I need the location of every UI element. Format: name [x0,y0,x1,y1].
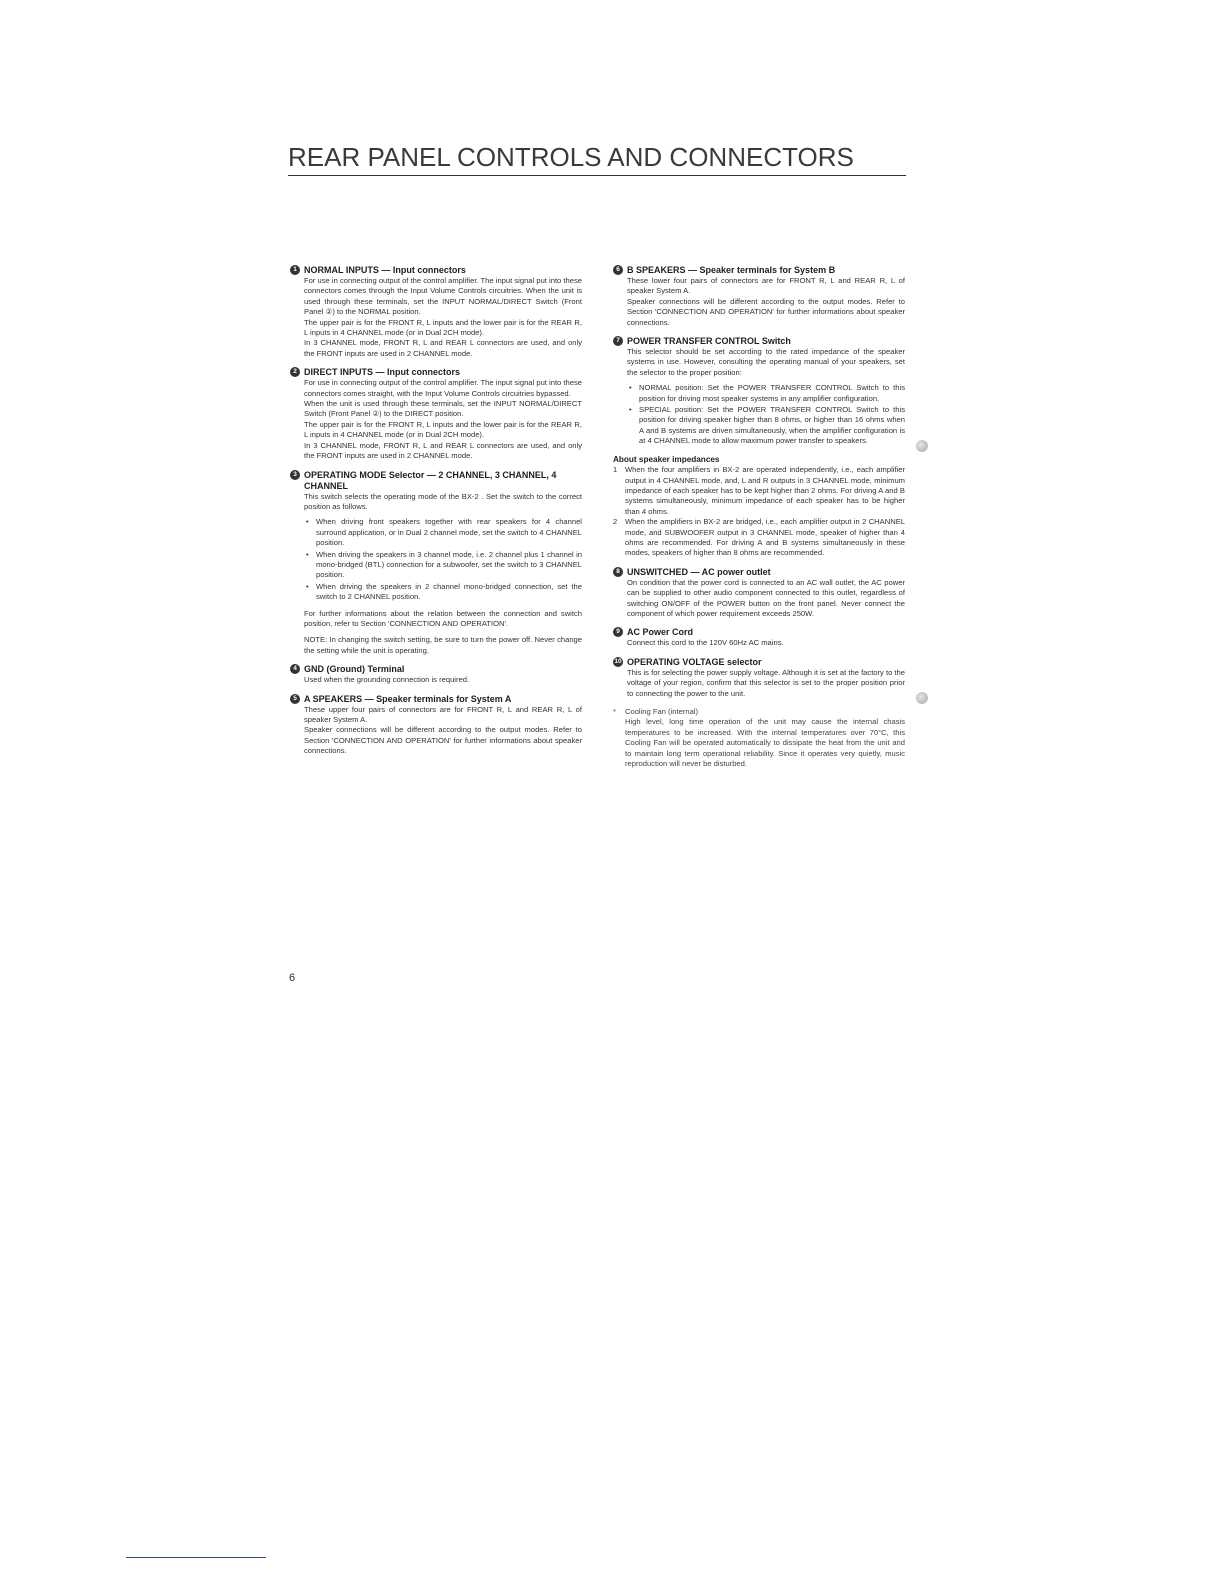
list-item [613,465,905,517]
section-heading [290,694,582,705]
page-title: REAR PANEL CONTROLS AND CONNECTORS [288,142,854,172]
paragraph: This switch selects the operating mode of the BX-2 . Set the switch to the correct position as follows. [304,491,582,511]
item-number-badge: 2 [290,367,300,377]
section-direct-inputs [290,367,582,461]
footnote-cooling-fan [613,707,905,769]
section-body [290,609,582,657]
section-heading [290,470,582,492]
section-normal-inputs [290,265,582,359]
binder-hole-mark [916,440,928,452]
section-body [290,705,582,757]
paragraph: For use in connecting output of the control amplifier. The input signal put into these connectors comes straight, with the Input Volume Controls circuitries bypassed. [304,378,582,398]
page-number: 6 [289,972,296,984]
numbered-list [613,465,905,559]
footnote-text: High level, long time operation of the unit may cause the internal chasis temperatures to be increased. With the internal temperatures over 70°C, this Cooling Fan will be operated automatically to dissipate the heat from the unit and to maintain long term operational reliability. Since it operates very quietly, music reproduction will never be disturbed. [625,717,905,769]
note-paragraph: NOTE: In changing the switch setting, be sure to turn the power off. Never change the setting while the unit is operating. [304,635,582,655]
heading-text: GND (Ground) Terminal [304,664,405,675]
heading-text: OPERATING VOLTAGE selector [627,656,762,667]
item-number-badge: 10 [614,657,622,665]
paragraph: In 3 CHANNEL mode, FRONT R, L and REAR L connectors are used, and only the FRONT inputs are used in 2 CHANNEL mode. [304,338,582,358]
section-power-transfer [613,336,905,447]
section-body [290,492,582,513]
subsection-heading: About speaker impedances [613,454,720,464]
paragraph: The upper pair is for the FRONT R, L inputs and the lower pair is for the REAR R, L inputs in 4 CHANNEL mode (or in Dual 2CH mode). [304,317,582,338]
section-body [613,668,905,699]
heading-text: POWER TRANSFER CONTROL Switch [627,336,791,347]
section-unswitched-outlet [613,567,905,620]
section-heading [613,336,905,347]
section-body [613,347,905,378]
footnote-marker: * [613,707,616,716]
heading-text: A SPEAKERS — Speaker terminals for System A [304,693,512,704]
footnote-title: Cooling Fan (internal) [625,707,699,716]
list-item: • SPECIAL position: Set the POWER TRANSFER CONTROL Switch to this position for driving speaker higher than 8 ohms, or higher than 16 ohms when A and B systems are driven simultaneously, when the amplifier configuration is at 4 CHANNEL mode to allow maximum power transfer to speakers. [639,405,905,447]
paragraph: Speaker connections will be different according to the output modes. Refer to Section 'CONNECTION AND OPERATION' for further informations about speaker connections. [304,725,582,756]
list-item [613,517,905,559]
paragraph: Speaker connections will be different according to the output modes. Refer to Section 'CONNECTION AND OPERATION' for further informations about speaker connections. [627,296,905,327]
list-number: 1 [613,465,618,475]
section-body [290,675,582,685]
section-body [613,276,905,328]
section-heading [290,265,582,276]
section-body [290,378,582,461]
item-number-badge: 7 [613,336,623,346]
section-body [613,578,905,620]
section-operating-voltage [613,657,905,699]
list-item: • NORMAL position: Set the POWER TRANSFER CONTROL Switch to this position for driving most speaker systems in any amplifier configuration. [639,383,905,404]
paragraph: These upper four pairs of connectors are for FRONT R, L and REAR R, L of speaker System A. [304,704,582,724]
left-column [290,265,582,765]
item-number-badge: 1 [290,265,300,275]
heading-text: NORMAL INPUTS — Input connectors [304,265,466,275]
paragraph: For use in connecting output of the control amplifier. The input signal put into these connectors comes through the Input Volume Controls circuitries. When the unit is used through these terminals, set the INPUT NORMAL/DIRECT Switch (Front Panel ②) to the NORMAL position. [304,276,582,317]
list-item: • When driving the speakers in 2 channel mono-bridged connection, set the switch to 2 CHANNEL position. [316,582,582,603]
section-body [613,638,905,648]
paragraph: In 3 CHANNEL mode, FRONT R, L and REAR L connectors are used, and only the FRONT inputs are used in 2 CHANNEL mode. [304,440,582,461]
heading-text: UNSWITCHED — AC power outlet [627,566,771,577]
bottom-rule [126,1557,266,1558]
paragraph: When the unit is used through these terminals, set the INPUT NORMAL/DIRECT Switch (Front Panel ②) to the DIRECT position. [304,399,582,419]
list-number: 2 [613,517,618,527]
section-heading [613,657,905,668]
section-heading [290,664,582,675]
heading-text: B SPEAKERS — Speaker terminals for System B [627,265,836,275]
heading-text: AC Power Cord [627,627,694,638]
list-item: • When driving the speakers in 3 channel mode, i.e. 2 channel plus 1 channel in mono-bridged (BTL) connection for a subwoofer, set the switch to 3 CHANNEL position. [316,550,582,581]
item-number-badge: 9 [613,627,623,637]
item-number-badge: 3 [290,470,300,480]
section-gnd-terminal [290,664,582,685]
section-body [290,276,582,359]
paragraph: The upper pair is for the FRONT R, L inputs and the lower pair is for the REAR R, L inputs in 4 CHANNEL mode (or in Dual 2CH mode). [304,419,582,440]
list-item: • When driving front speakers together with rear speakers for 4 channel surround application, or in Dual 2 channel mode, set the switch to 4 CHANNEL position. [316,517,582,548]
list-item-text: When the amplifiers in BX-2 are bridged, i.e., each amplifier output in 2 CHANNEL mode, and SUBWOOFER output in 3 CHANNEL mode, speaker of higher than 4 ohms are recommended. For driving A and B systems simultaneously in these modes, speakers of higher than 8 ohms are recommended. [625,517,905,558]
binder-hole-mark [916,692,928,704]
bullet-list [613,383,905,446]
paragraph: Connect this cord to the 120V 60Hz AC mains. [627,638,784,648]
section-heading [613,627,905,638]
section-heading [613,265,905,276]
section-operating-mode [290,470,582,657]
section-speaker-impedances [613,455,905,559]
section-b-speakers [613,265,905,328]
list-item-text: When the four amplifiers in BX-2 are operated independently, i.e., each amplifier output in 4 CHANNEL mode, and, L and R outputs in 3 CHANNEL mode, minimum impedance of each speaker has to be kept higher than 2 ohms. For driving A and B systems simultaneously, minimum impedance of each speaker has to be higher than 4 ohms. [625,465,905,516]
bullet-list [290,517,582,602]
heading-text: OPERATING MODE Selector — 2 CHANNEL, 3 CHANNEL, 4 CHANNEL [304,469,557,491]
section-heading [290,367,582,378]
section-ac-power-cord [613,627,905,648]
paragraph: This is for selecting the power supply voltage. Although it is set at the factory to the voltage of your region, confirm that this selector is set to the proper position prior to connecting the power to the unit. [627,667,905,698]
paragraph: Used when the grounding connection is required. [304,675,470,685]
item-number-badge: 5 [290,694,300,704]
right-column [613,265,905,769]
section-a-speakers [290,694,582,757]
section-heading [613,567,905,578]
paragraph: On condition that the power cord is connected to an AC wall outlet, the AC power can be supplied to other audio component connected to this outlet, regardless of switching ON/OFF of the POWER button on the front panel. Never connect the component of which power requirement exceeds 250W. [627,577,905,618]
title-rule [288,175,906,176]
paragraph: This selector should be set according to the rated impedance of the speaker systems in use. However, consulting the operating manual of your speakers, set the selector to the proper position: [627,347,905,377]
heading-text: DIRECT INPUTS — Input connectors [304,367,461,378]
paragraph: These lower four pairs of connectors are for FRONT R, L and REAR R, L of speaker System A. [627,276,905,296]
paragraph: For further informations about the relation between the connection and switch position, refer to Section 'CONNECTION AND OPERATION'. [304,608,582,628]
item-number-badge: 6 [613,265,623,275]
item-number-badge: 4 [290,664,300,674]
item-number-badge: 8 [613,567,623,577]
